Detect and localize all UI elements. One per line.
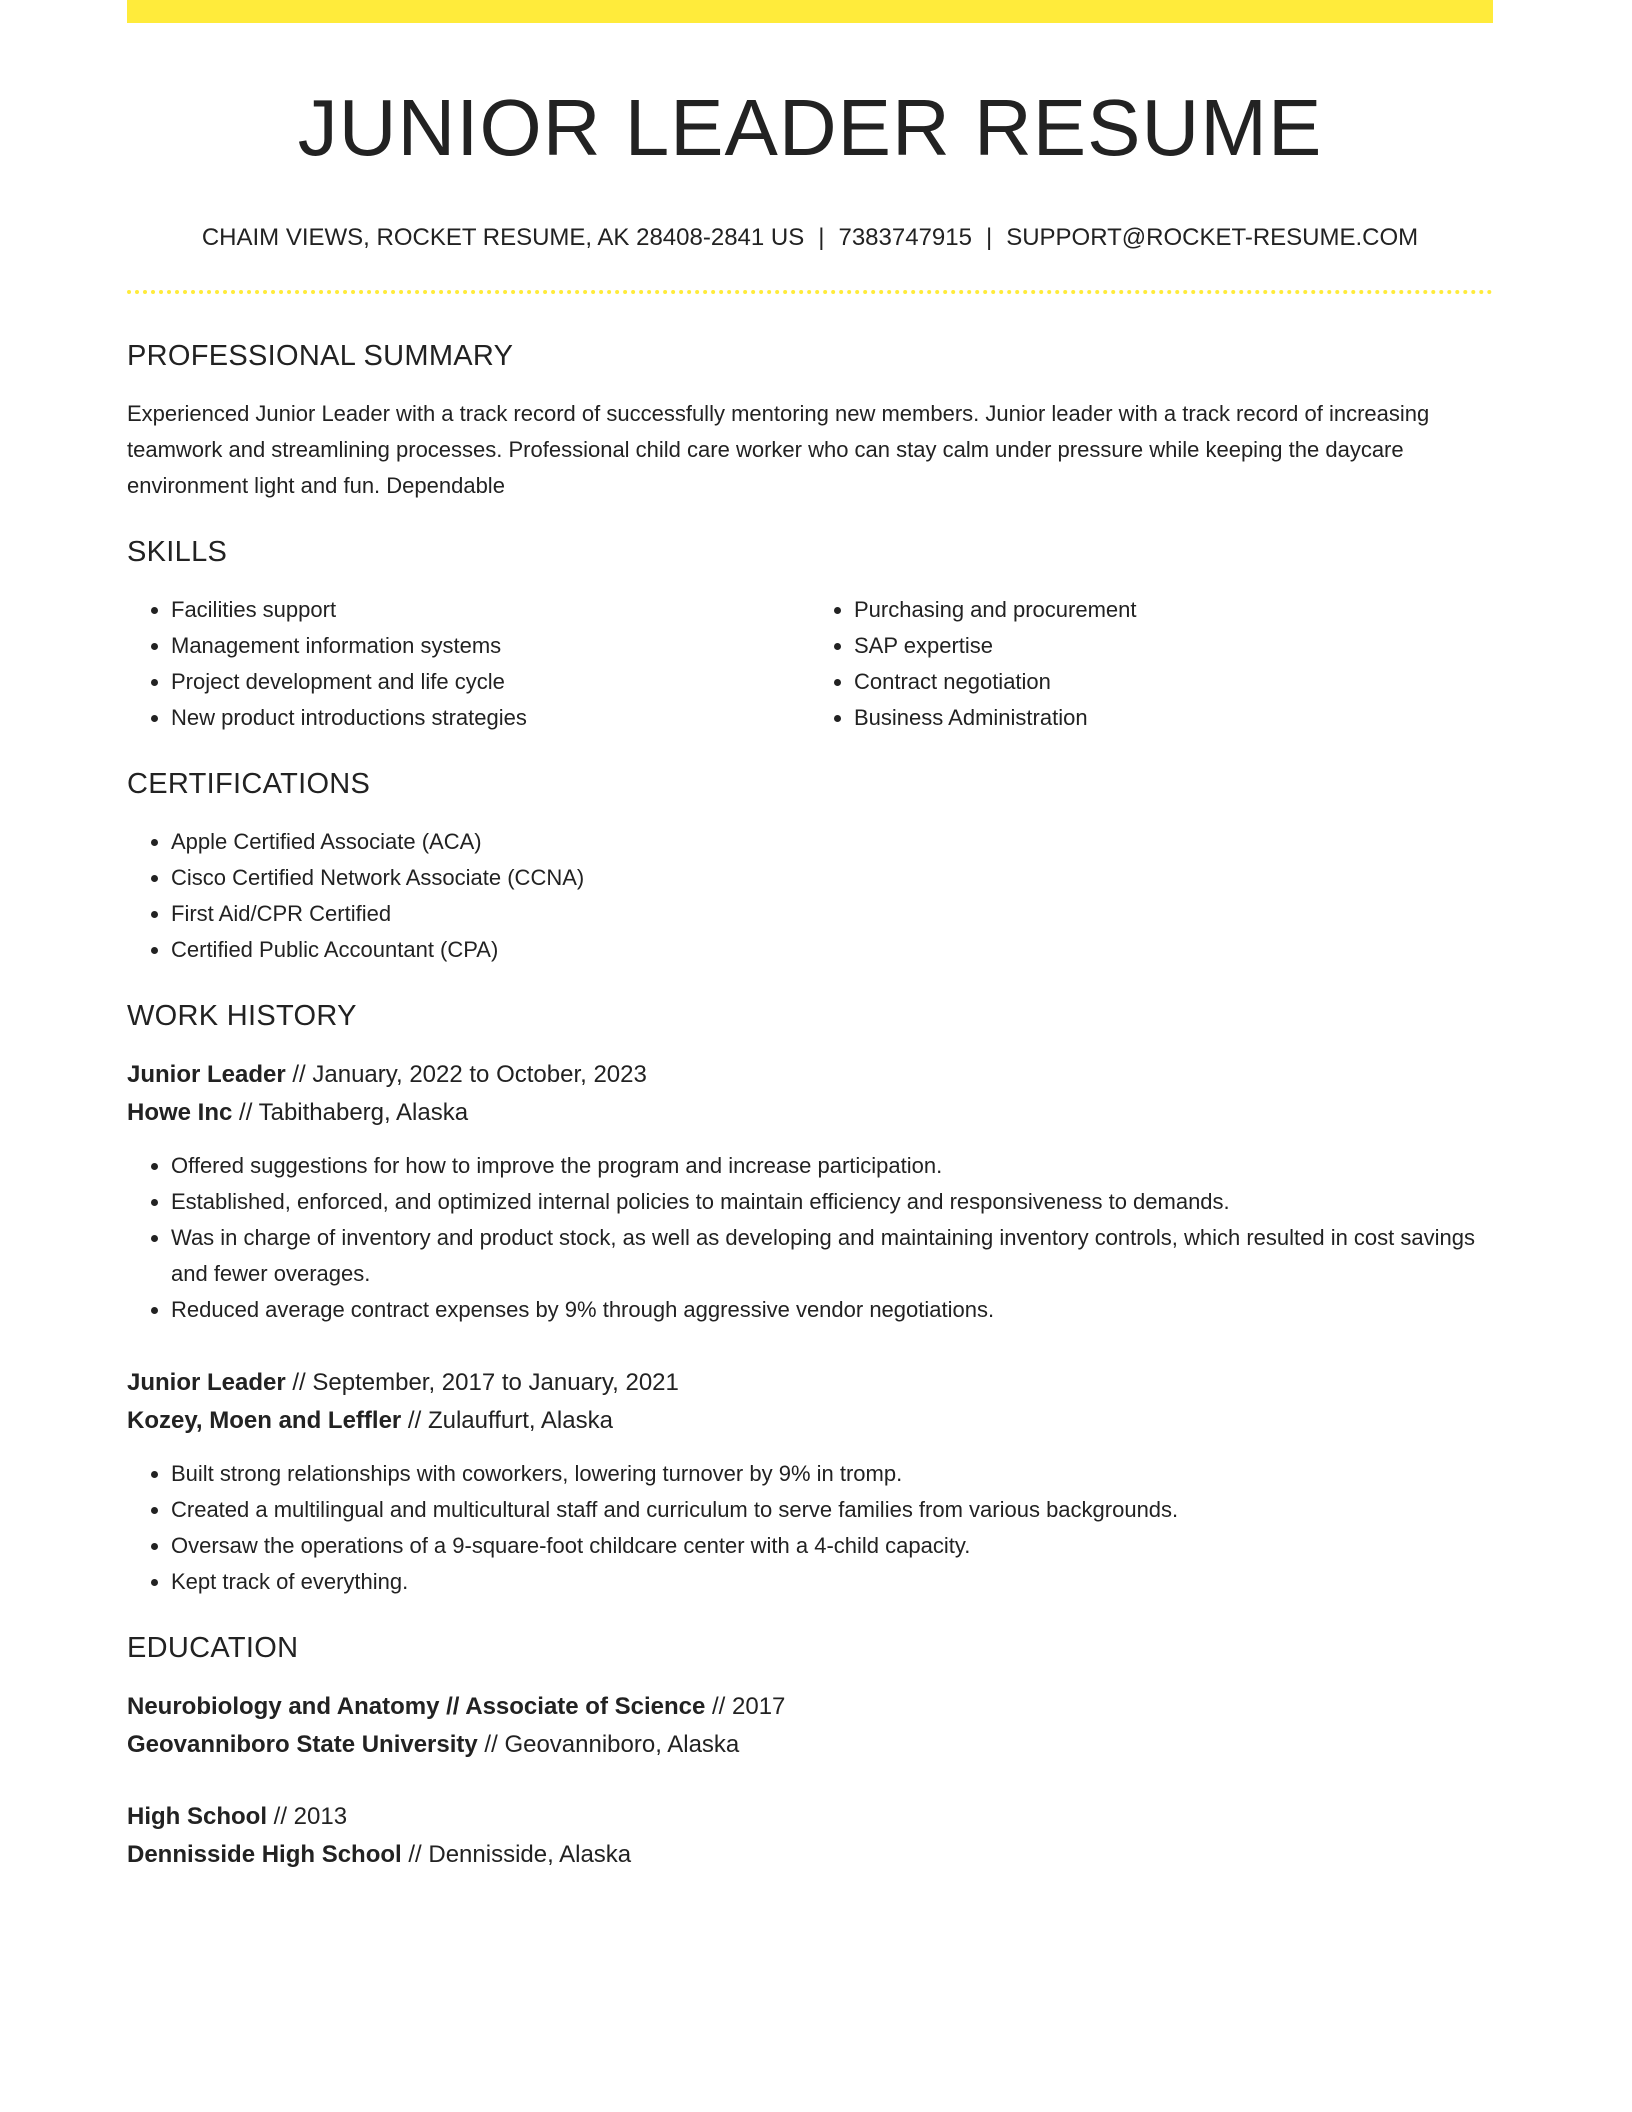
job-bullet: • Established, enforced, and optimized internal policies to maintain efficiency and responsiveness to demands.: [171, 1184, 1493, 1220]
education-entry: [127, 1798, 1493, 1874]
education-school: Geovanniboro State University: [127, 1731, 478, 1758]
education-degree: High School: [127, 1803, 267, 1830]
job-bullets: [127, 1148, 1493, 1328]
job-bullets: [127, 1456, 1493, 1600]
job-bullet: • Was in charge of inventory and product stock, as well as developing and maintaining inventory controls, which resulted in cost savings and fewer overages.: [171, 1220, 1493, 1292]
education-year: // 2017: [705, 1693, 786, 1720]
certification-item: • First Aid/CPR Certified: [171, 896, 1493, 932]
job-entry: [127, 1364, 1493, 1600]
job-bullet: • Reduced average contract expenses by 9% through aggressive vendor negotiations.: [171, 1292, 1493, 1328]
job-bullet: • Built strong relationships with coworkers, lowering turnover by 9% in tromp.: [171, 1456, 1493, 1492]
education-location: // Dennisside, Alaska: [401, 1841, 632, 1868]
education-entry: [127, 1688, 1493, 1764]
certification-item: • Certified Public Accountant (CPA): [171, 932, 1493, 968]
certification-item: • Cisco Certified Network Associate (CCNA): [171, 860, 1493, 896]
job-dates: // September, 2017 to January, 2021: [285, 1369, 679, 1396]
job-bullet: • Created a multilingual and multicultural staff and curriculum to serve families from various backgrounds.: [171, 1492, 1493, 1528]
skills-list-left: [127, 592, 810, 736]
job-entry: [127, 1056, 1493, 1328]
job-location: // Tabithaberg, Alaska: [232, 1099, 469, 1126]
skills-grid: [127, 592, 1493, 736]
skill-item: • Project development and life cycle: [171, 664, 810, 700]
certification-item: • Apple Certified Associate (ACA): [171, 824, 1493, 860]
certifications-list: [127, 824, 1493, 968]
contact-phone: 7383747915: [838, 224, 972, 251]
summary-heading: PROFESSIONAL SUMMARY: [127, 340, 514, 372]
resume-content: [127, 0, 1493, 1874]
job-bullet: • Oversaw the operations of a 9-square-foot childcare center with a 4-child capacity.: [171, 1528, 1493, 1564]
job-company: Kozey, Moen and Leffler: [127, 1407, 402, 1434]
skill-item: • Purchasing and procurement: [854, 592, 1493, 628]
education-school-line: [127, 1836, 1493, 1874]
education-degree: Neurobiology and Anatomy // Associate of Science: [127, 1693, 706, 1720]
job-role: Junior Leader: [127, 1061, 286, 1088]
summary-text: Experienced Junior Leader with a track record of successfully mentoring new members. Junior leader with a track record of increasing teamwork and streamlining processes. Professional child care worker who can stay calm under pressure while keeping the daycare environment light and fun. Dependable: [127, 401, 1430, 498]
contact-email: SUPPORT@ROCKET-RESUME.COM: [1006, 224, 1419, 251]
education-heading: EDUCATION: [127, 1632, 299, 1664]
education-school: Dennisside High School: [127, 1841, 402, 1868]
job-title-line: [127, 1056, 1493, 1094]
education-degree-line: [127, 1688, 1493, 1726]
skill-item: • Facilities support: [171, 592, 810, 628]
contact-separator: |: [985, 224, 993, 251]
job-company-line: [127, 1094, 1493, 1132]
certifications-heading: CERTIFICATIONS: [127, 768, 371, 800]
job-role: Junior Leader: [127, 1369, 286, 1396]
skill-item: • Contract negotiation: [854, 664, 1493, 700]
work-history-heading: WORK HISTORY: [127, 1000, 357, 1032]
skill-item: • Business Administration: [854, 700, 1493, 736]
contact-address: CHAIM VIEWS, ROCKET RESUME, AK 28408-2841 US: [201, 224, 805, 251]
education-year: // 2013: [267, 1803, 348, 1830]
skills-heading: SKILLS: [127, 536, 228, 568]
education-location: // Geovanniboro, Alaska: [477, 1731, 740, 1758]
job-bullet: • Kept track of everything.: [171, 1564, 1493, 1600]
job-location: // Zulauffurt, Alaska: [401, 1407, 613, 1434]
skills-list-right: [810, 592, 1493, 736]
job-title-line: [127, 1364, 1493, 1402]
resume-title: JUNIOR LEADER RESUME: [297, 83, 1323, 172]
contact-separator: |: [818, 224, 825, 251]
job-company: Howe Inc: [127, 1099, 233, 1126]
contact-line: [127, 222, 1493, 254]
education-degree-line: [127, 1798, 1493, 1836]
skill-item: • New product introductions strategies: [171, 700, 810, 736]
skill-item: • Management information systems: [171, 628, 810, 664]
dotted-divider: [127, 290, 1493, 294]
job-bullet: • Offered suggestions for how to improve the program and increase participation.: [171, 1148, 1493, 1184]
skill-item: • SAP expertise: [854, 628, 1493, 664]
job-company-line: [127, 1402, 1493, 1440]
job-dates: // January, 2022 to October, 2023: [285, 1061, 647, 1088]
education-school-line: [127, 1726, 1493, 1764]
